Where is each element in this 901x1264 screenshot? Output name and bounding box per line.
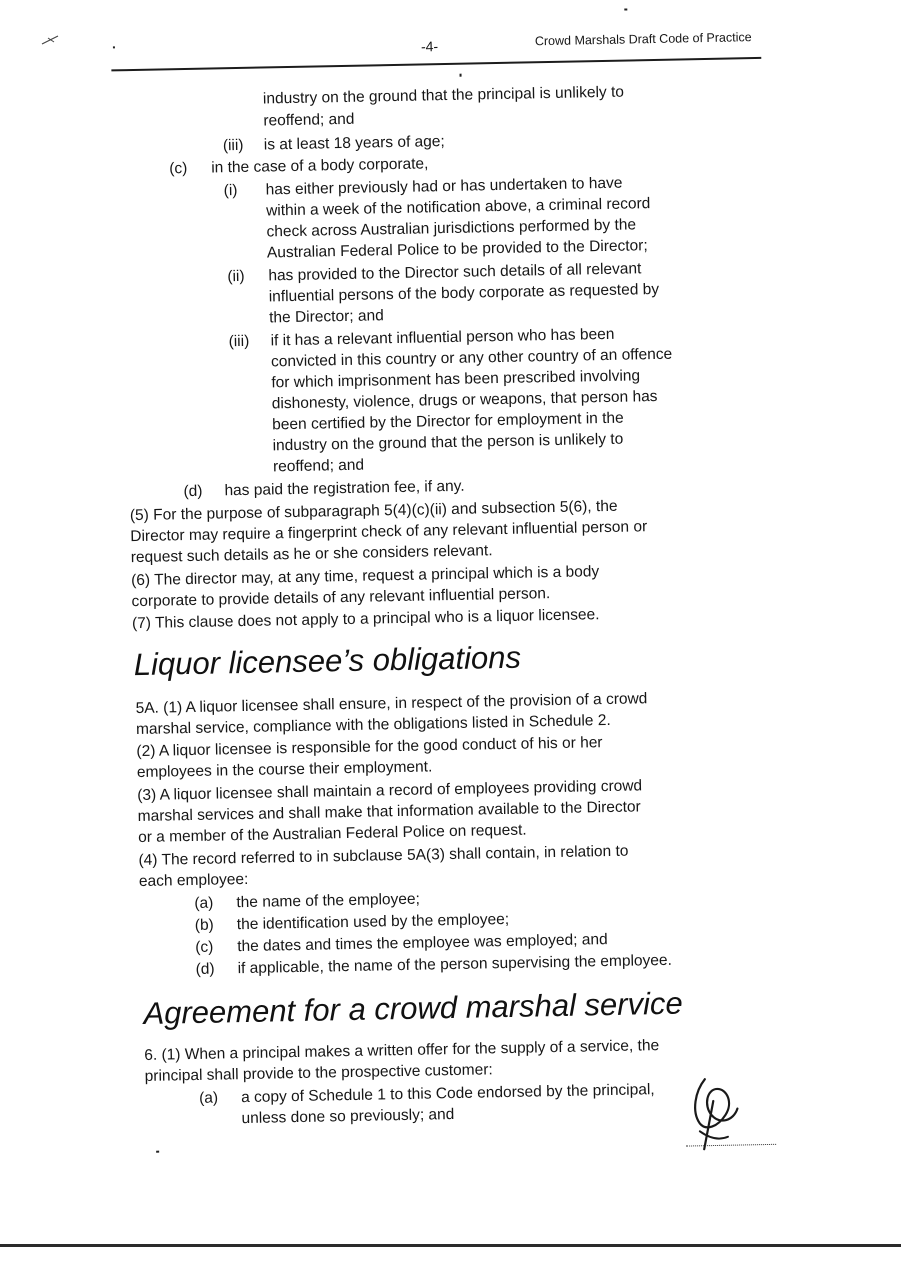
item-text: is at least 18 years of age; [263, 133, 445, 154]
paragraph-line: request such details as he or she considers relevant. [130, 542, 493, 567]
item-label: (a) [198, 1089, 219, 1107]
item-line: the Director; and [269, 307, 384, 327]
scan-speck [624, 8, 627, 10]
paragraph-line: 6. (1) When a principal makes a written offer for the supply of a service, the [144, 1037, 660, 1064]
item-text: the identification used by the employee; [236, 910, 510, 934]
item-line: Australian Federal Police to be provided to the Director; [266, 237, 648, 262]
paragraph-line: Director may require a fingerprint check of any relevant influential person or [130, 518, 648, 546]
paragraph-line: 5A. (1) A liquor licensee shall ensure, in respect of the provision of a crowd [135, 690, 648, 718]
paragraph-line: (3) A liquor licensee shall maintain a record of employees providing crowd [137, 777, 643, 805]
paragraph-line: (4) The record referred to in subclause 5A(3) shall contain, in relation to [138, 842, 629, 870]
item-label: (b) [194, 916, 214, 934]
section-heading: Liquor licensee’s obligations [133, 639, 522, 683]
item-label: (i) [223, 182, 238, 200]
item-label: (d) [195, 960, 215, 978]
paragraph-line: or a member of the Australian Federal Police on request. [137, 821, 527, 847]
header-rule [111, 57, 761, 71]
item-text: the dates and times the employee was employed; and [237, 931, 608, 956]
item-line: for which imprisonment has been prescribed involving [271, 367, 641, 392]
scan-speck [156, 1151, 159, 1153]
item-line: reoffend; and [272, 456, 365, 476]
scan-speck [113, 46, 115, 48]
continuation-line: reoffend; and [263, 110, 355, 130]
item-label: (a) [194, 894, 214, 912]
item-text: has paid the registration fee, if any. [224, 477, 465, 500]
signature-initials-icon [683, 1070, 785, 1156]
paragraph-line: (7) This clause does not apply to a principal who is a liquor licensee. [131, 606, 600, 633]
item-text: if applicable, the name of the person supervising the employee. [237, 951, 673, 978]
document-title: Crowd Marshals Draft Code of Practice [534, 30, 752, 49]
item-line: influential persons of the body corporate as requested by [268, 280, 660, 306]
item-line: check across Australian jurisdictions performed by the [266, 216, 637, 241]
paragraph-line: (6) The director may, at any time, request a principal which is a body [131, 563, 600, 590]
item-label: (iii) [228, 332, 250, 351]
item-line: been certified by the Director for employment in the [272, 409, 624, 434]
paragraph-line: marshal services and shall make that information available to the Director [137, 798, 641, 826]
item-text: the name of the employee; [236, 890, 421, 912]
item-label: (iii) [222, 136, 244, 155]
item-line: has provided to the Director such details of all relevant [268, 260, 642, 285]
scan-bottom-edge [0, 1244, 901, 1247]
continuation-line: industry on the ground that the principal is unlikely to [262, 83, 625, 108]
paragraph-line: principal shall provide to the prospective customer: [144, 1061, 493, 1085]
item-label: (d) [183, 482, 203, 501]
item-text: in the case of a body corporate, [211, 155, 429, 177]
paragraph-line: each employee: [138, 870, 249, 891]
scan-speck [460, 74, 462, 77]
page-number: -4- [420, 38, 439, 55]
item-line: within a week of the notification above, a criminal record [265, 195, 651, 220]
item-line: convicted in this country or any other country of an offence [270, 345, 673, 371]
item-line: unless done so previously; and [241, 1106, 455, 1128]
scan-mark-icon [40, 32, 62, 48]
item-line: has either previously had or has undertaken to have [265, 174, 623, 199]
paragraph-line: employees in the course their employment. [136, 758, 433, 782]
paragraph-line: corporate to provide details of any relevant influential person. [131, 585, 551, 611]
paragraph-line: marshal service, compliance with the obligations listed in Schedule 2. [135, 711, 611, 739]
section-heading: Agreement for a crowd marshal service [143, 985, 683, 1031]
item-label: (ii) [227, 267, 245, 286]
item-label: (c) [169, 159, 188, 178]
item-line: a copy of Schedule 1 to this Code endorsed by the principal, [240, 1081, 655, 1107]
paragraph-line: (2) A liquor licensee is responsible for the good conduct of his or her [136, 734, 603, 761]
item-line: industry on the ground that the person is unlikely to [272, 430, 624, 455]
paragraph-line: (5) For the purpose of subparagraph 5(4)(c)(ii) and subsection 5(6), the [129, 497, 618, 525]
item-label: (c) [195, 938, 214, 956]
item-line: dishonesty, violence, drugs or weapons, that person has [271, 387, 658, 413]
item-line: if it has a relevant influential person who has been [270, 325, 615, 350]
